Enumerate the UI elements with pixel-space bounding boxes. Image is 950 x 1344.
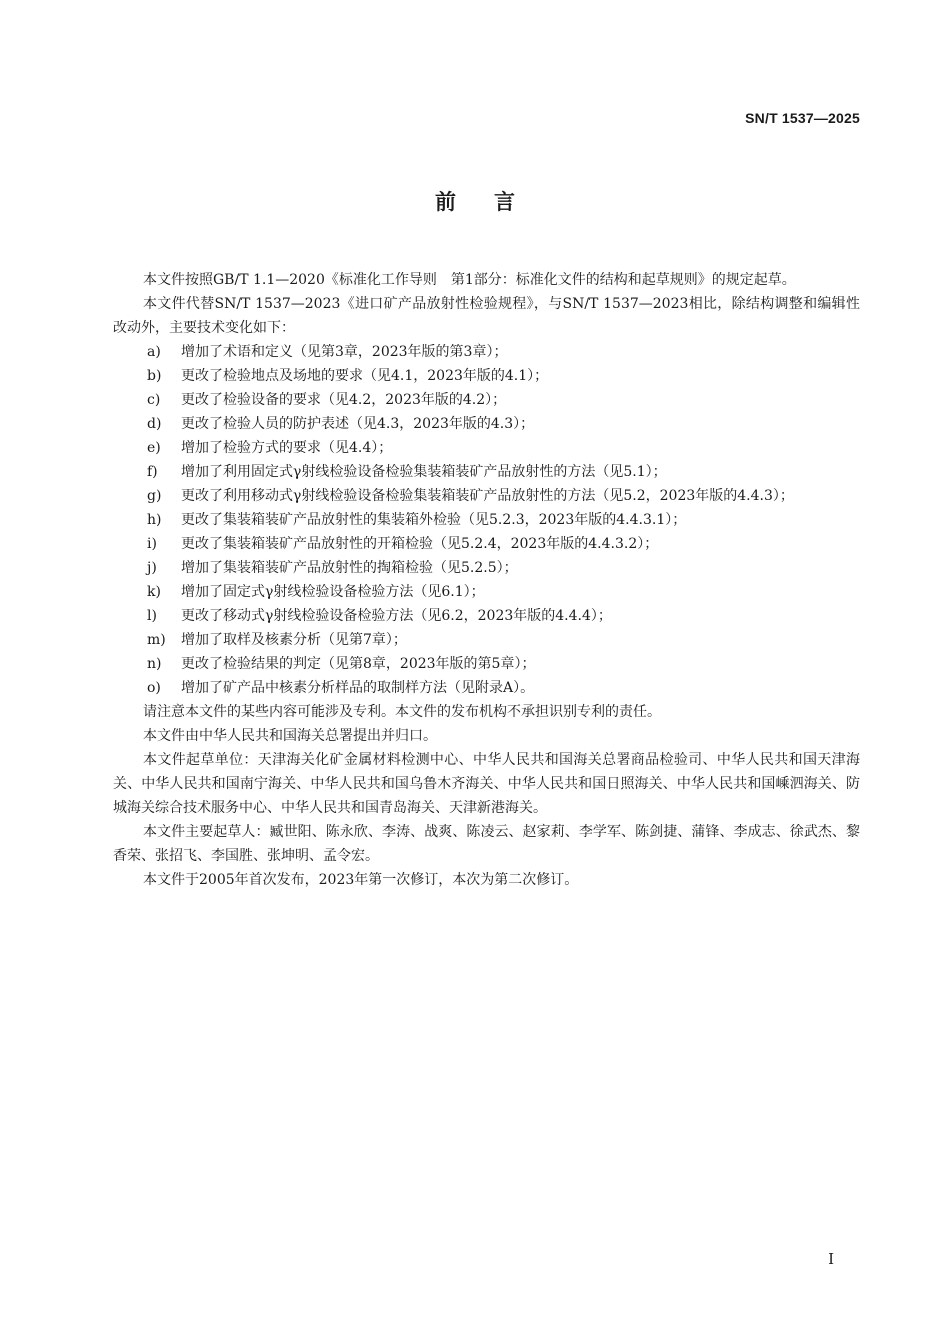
list-item-text: 增加了固定式γ射线检验设备检验方法（见6.1）； (181, 584, 485, 600)
list-item-text: 增加了检验方式的要求（见4.4）； (181, 440, 393, 456)
list-item (113, 580, 860, 604)
list-item-text: 更改了集装箱装矿产品放射性的开箱检验（见5.2.4，2023年版的4.4.3.2）； (181, 536, 659, 552)
publication-history: 本文件于2005年首次发布，2023年第一次修订，本次为第二次修订。 (143, 872, 579, 888)
page-title: 前言 (435, 190, 553, 214)
list-marker: l) (147, 608, 157, 624)
changes-list (113, 340, 860, 700)
patent-notice: 请注意本文件的某些内容可能涉及专利。本文件的发布机构不承担识别专利的责任。 (143, 704, 661, 720)
list-item-text: 更改了集装箱装矿产品放射性的集装箱外检验（见5.2.3，2023年版的4.4.3.1）； (181, 512, 687, 528)
list-marker: j) (147, 560, 157, 576)
list-marker: f) (147, 464, 158, 480)
list-item (113, 364, 860, 388)
list-item-text: 更改了利用移动式γ射线检验设备检验集装箱装矿产品放射性的方法（见5.2，2023年版的4.4.3）； (181, 488, 794, 504)
proposer-statement: 本文件由中华人民共和国海关总署提出并归口。 (143, 728, 437, 744)
list-item-text: 更改了检验地点及场地的要求（见4.1，2023年版的4.1）； (181, 368, 549, 384)
list-item-text: 更改了检验人员的防护表述（见4.3，2023年版的4.3）； (181, 416, 535, 432)
list-item (113, 532, 860, 556)
list-item (113, 460, 860, 484)
list-item (113, 556, 860, 580)
list-item (113, 484, 860, 508)
list-item-text: 增加了术语和定义（见第3章，2023年版的第3章）； (181, 344, 508, 360)
list-marker: e) (147, 440, 161, 456)
list-marker: d) (147, 416, 162, 432)
drafting-units: 本文件起草单位：天津海关化矿金属材料检测中心、中华人民共和国海关总署商品检验司、中华人民共和国天津海关、中华人民共和国南宁海关、中华人民共和国乌鲁木齐海关、中华人民共和国日照海关、中华人民共和国嵊泗海关、防城海关综合技术服务中心、中华人民共和国青岛海关、天津新港海关。 (113, 752, 860, 816)
list-item-text: 增加了利用固定式γ射线检验设备检验集装箱装矿产品放射性的方法（见5.1）； (181, 464, 667, 480)
list-item (113, 412, 860, 436)
list-marker: c) (147, 392, 161, 408)
list-item-text: 增加了取样及核素分析（见第7章）； (181, 632, 407, 648)
list-item (113, 604, 860, 628)
list-item (113, 628, 860, 652)
preface-body (113, 268, 860, 892)
list-item-text: 更改了检验结果的判定（见第8章，2023年版的第5章）； (181, 656, 536, 672)
list-item (113, 436, 860, 460)
list-item-text: 更改了检验设备的要求（见4.2，2023年版的4.2）； (181, 392, 507, 408)
list-marker: o) (147, 680, 161, 696)
list-item (113, 652, 860, 676)
list-item (113, 388, 860, 412)
list-item (113, 340, 860, 364)
list-marker: h) (147, 512, 162, 528)
list-item (113, 676, 860, 700)
list-marker: a) (147, 344, 161, 360)
intro-paragraph: 本文件按照GB/T 1.1—2020《标准化工作导则 第1部分：标准化文件的结构和起草规则》的规定起草。 (143, 272, 796, 288)
page-number: I (828, 1250, 834, 1268)
list-marker: m) (147, 632, 166, 648)
list-marker: b) (147, 368, 162, 384)
list-item (113, 508, 860, 532)
intro-paragraph: 本文件代替SN/T 1537—2023《进口矿产品放射性检验规程》，与SN/T 1537—2023相比，除结构调整和编辑性改动外，主要技术变化如下： (113, 296, 860, 336)
list-marker: g) (147, 488, 162, 504)
list-marker: n) (147, 656, 162, 672)
list-item-text: 更改了移动式γ射线检验设备检验方法（见6.2，2023年版的4.4.4）； (181, 608, 612, 624)
list-marker: i) (147, 536, 157, 552)
drafters: 本文件主要起草人：臧世阳、陈永欣、李涛、战爽、陈凌云、赵家莉、李学军、陈剑捷、蒲锋、李成志、徐武杰、黎香荣、张招飞、李国胜、张坤明、孟令宏。 (113, 824, 860, 864)
standard-code: SN/T 1537—2025 (745, 110, 860, 126)
list-marker: k) (147, 584, 161, 600)
list-item-text: 增加了集装箱装矿产品放射性的掏箱检验（见5.2.5）； (181, 560, 518, 576)
list-item-text: 增加了矿产品中核素分析样品的取制样方法（见附录A）。 (181, 680, 535, 696)
